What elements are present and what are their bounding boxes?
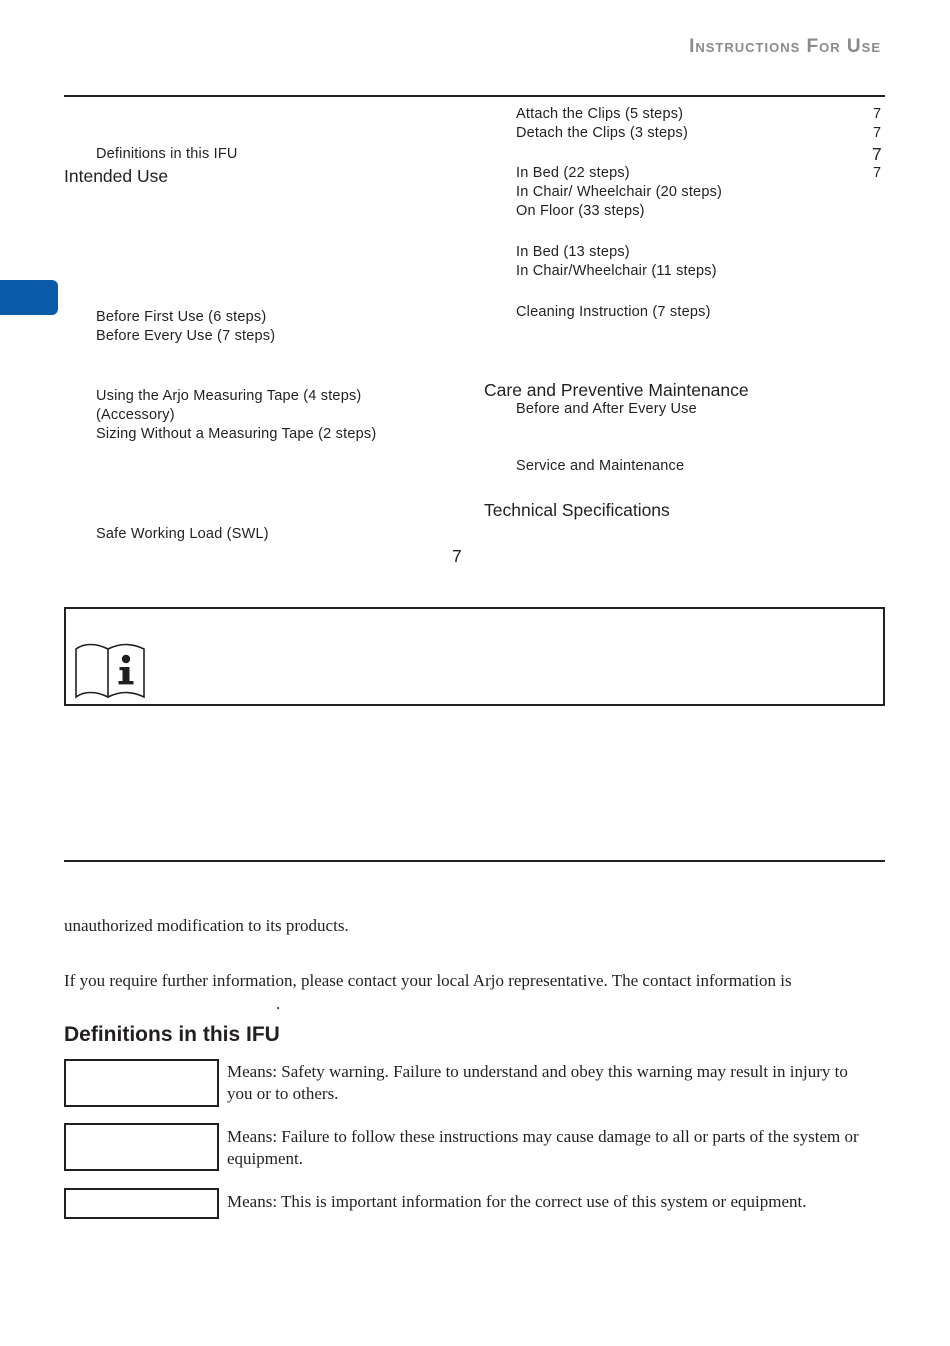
toc-item-care-maintenance[interactable]: Care and Preventive Maintenance — [484, 380, 749, 400]
toc-item-in-bed-22[interactable]: In Bed (22 steps) — [516, 165, 630, 181]
toc-item-measuring-tape[interactable]: Using the Arjo Measuring Tape (4 steps) — [96, 388, 362, 404]
toc-page-number: 7 — [873, 125, 882, 141]
warning-label-box — [64, 1059, 219, 1107]
toc-item-in-bed-13[interactable]: In Bed (13 steps) — [516, 244, 630, 260]
toc-item-definitions[interactable]: Definitions in this IFU — [96, 146, 238, 162]
note-label-box — [64, 1188, 219, 1219]
toc-item-before-every-use[interactable]: Before Every Use (7 steps) — [96, 328, 276, 344]
caution-label-box — [64, 1123, 219, 1171]
toc-item-swl[interactable]: Safe Working Load (SWL) — [96, 526, 269, 542]
info-book-icon — [74, 639, 146, 699]
body-paragraph-contact-end: . — [276, 994, 281, 1013]
note-definition: Means: This is important information for the correct use of this system or equipment. — [227, 1192, 807, 1211]
header-divider — [64, 95, 885, 97]
toc-item-sizing-without-tape[interactable]: Sizing Without a Measuring Tape (2 steps) — [96, 426, 377, 442]
toc-item-in-chair-11[interactable]: In Chair/Wheelchair (11 steps) — [516, 263, 717, 279]
section-side-tab — [0, 280, 58, 315]
body-paragraph-contact: If you require further information, please contact your local Arjo representative. The contact information is — [64, 971, 792, 990]
toc-item-cleaning[interactable]: Cleaning Instruction (7 steps) — [516, 304, 711, 320]
toc-item-attach-clips[interactable]: Attach the Clips (5 steps) — [516, 106, 684, 122]
info-notice-box — [64, 607, 885, 706]
toc-item-detach-clips[interactable]: Detach the Clips (3 steps) — [516, 125, 689, 141]
definitions-heading: Definitions in this IFU — [64, 1023, 280, 1046]
warning-definition: Means: Safety warning. Failure to understand and obey this warning may result in injury to you or to others. — [227, 1062, 848, 1103]
toc-page-number: 7 — [873, 106, 882, 122]
toc-item-service[interactable]: Service and Maintenance — [516, 458, 685, 474]
toc-item-intended-use[interactable]: Intended Use — [64, 166, 169, 186]
toc-item-on-floor-33[interactable]: On Floor (33 steps) — [516, 203, 645, 219]
page-header-title: Instructions For Use — [689, 36, 881, 57]
toc-item-in-chair-20[interactable]: In Chair/ Wheelchair (20 steps) — [516, 184, 723, 200]
toc-item-before-first-use[interactable]: Before First Use (6 steps) — [96, 309, 267, 325]
toc-item-tech-specs[interactable]: Technical Specifications — [484, 500, 670, 520]
toc-page-number: 7 — [452, 546, 462, 566]
caution-definition: Means: Failure to follow these instructions may cause damage to all or parts of the system or equipment. — [227, 1127, 859, 1168]
toc-page-number: 7 — [873, 165, 882, 181]
toc-item-accessory: (Accessory) — [96, 407, 175, 423]
toc-page-number: 7 — [872, 144, 882, 164]
section-divider — [64, 860, 885, 862]
body-paragraph-modification: unauthorized modification to its products. — [64, 916, 349, 935]
toc-item-before-after-use[interactable]: Before and After Every Use — [516, 401, 697, 417]
